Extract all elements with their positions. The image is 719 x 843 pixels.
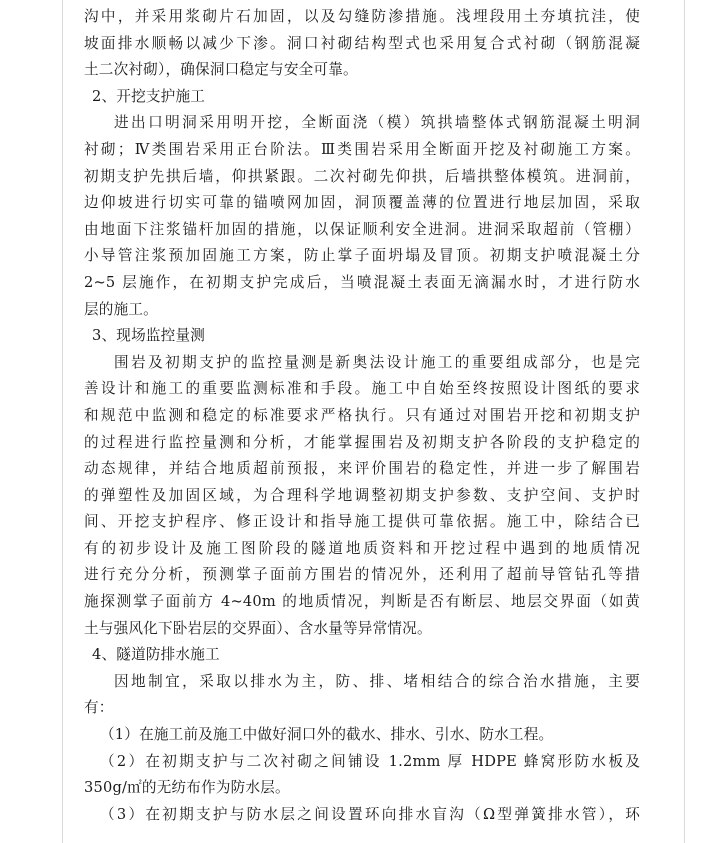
body-line: 边仰坡进行切实可靠的锚喷网加固，洞顶覆盖薄的位置进行地层加固，采取 [84,194,640,212]
body-line: 有： [84,699,114,717]
body-line: 动态规律，并结合地质超前预报，来评价围岩的稳定性，并进一步了解围岩 [84,460,640,478]
body-line: 进出口明洞采用明开挖，全断面浇（模）筑拱墙整体式钢筋混凝土明洞 [114,114,640,132]
body-line: 坡面排水顺畅以减少下渗。洞口衬砌结构型式也采用复合式衬砌（钢筋混凝 [84,34,640,52]
body-line: 和规范中监测和稳定的标准要求严格执行。只有通过对围岩开挖和初期支护 [84,406,640,424]
section-heading: 2、开挖支护施工 [92,87,206,105]
body-line: 围岩及初期支护的监控量测是新奥法设计施工的重要组成部分，也是完 [114,353,640,371]
left-margin-guide [62,0,63,843]
body-line: 由地面下注浆锚杆加固的措施，以保证顺利安全进洞。进洞采取超前（管棚） [84,220,640,238]
body-line: 土与强风化下卧岩层的交界面）、含水量等异常情况。 [84,619,432,637]
body-line: 小导管注浆预加固施工方案，防止掌子面坍塌及冒顶。初期支护喷混凝土分 [84,247,640,265]
body-line: 善设计和施工的重要监测标准和手段。施工中自始至终按照设计图纸的要求 [84,380,640,398]
section-heading: 4、隧道防排水施工 [92,646,220,664]
body-line: 有的初步设计及施工图阶段的隧道地质资料和开挖过程中遇到的地质情况 [84,539,640,557]
section-heading: 3、现场监控量测 [92,327,206,345]
body-line: 的弹塑性及加固区域，为合理科学地调整初期支护参数、支护空间、支护时 [84,486,640,504]
body-line: 2~5 层施作，在初期支护完成后，当喷混凝土表面无滴漏水时，才进行防水 [84,273,640,291]
document-body [84,4,640,828]
body-line: 土二次衬砌），确保洞口稳定与安全可靠。 [84,61,358,79]
list-item: （2）在初期支护与二次衬砌之间铺设 1.2mm 厚 HDPE 蜂窝形防水板及 [100,752,640,770]
body-line: 的过程进行监控量测和分析，才能掌握围岩及初期支护各阶段的支护稳定的 [84,433,640,451]
body-line: 间、开挖支护程序、修正设计和指导施工提供可靠依据。施工中，除结合已 [84,513,640,531]
body-line: 因地制宜，采取以排水为主，防、排、堵相结合的综合治水措施，主要 [114,672,640,690]
list-item: （1）在施工前及施工中做好洞口外的截水、排水、引水、防水工程。 [100,726,554,744]
right-margin-guide [684,0,685,843]
body-line: 350g/㎡的无纺布作为防水层。 [84,779,290,797]
body-line: 沟中，并采用浆砌片石加固，以及勾缝防渗措施。浅埋段用土夯填抗洼，使 [84,8,640,25]
body-line: 进行充分分析，预测掌子面前方围岩的情况外，还利用了超前导管钻孔等措 [84,566,640,584]
body-line: 施探测掌子面前方 4~40m 的地质情况，判断是否有断层、地层交界面（如黄 [84,593,640,611]
body-line: 初期支护先拱后墙，仰拱紧跟。二次衬砌先仰拱，后墙拱整体模筑。进洞前， [84,167,640,185]
body-line: 层的施工。 [84,300,158,318]
body-line: 衬砌；Ⅳ类围岩采用正台阶法。Ⅲ类围岩采用全断面开挖及衬砌施工方案。 [84,140,640,158]
list-item: （3）在初期支护与防水层之间设置环向排水盲沟（Ω型弹簧排水管），环 [100,805,640,823]
